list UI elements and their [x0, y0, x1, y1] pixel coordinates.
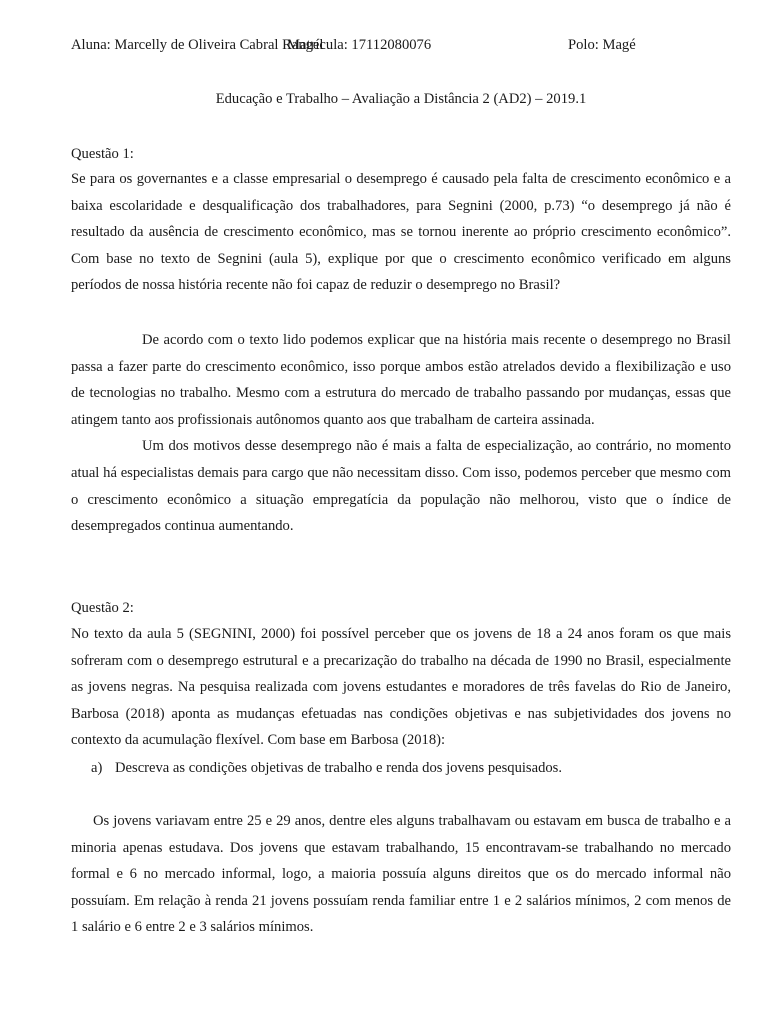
answer-1-paragraph: Um dos motivos desse desemprego não é mais a falta de especialização, ao contrário, no momento atual há especialistas demais para cargo que não necessitam disso. Com isso, podemos perceber que mesmo com o crescimento econômico a situação empregatícia da população não melhorou, visto que o índice de desempregados continua aumentando. [71, 438, 731, 535]
question-2-label [71, 595, 731, 622]
question-2-item-text: Descreva as condições objetivas de trabalho e renda dos jovens pesquisados. [115, 760, 562, 776]
question-1-text: Se para os governantes e a classe empresarial o desemprego é causado pela falta de crescimento econômico e a baixa escolaridade e desqualificação dos trabalhadores, para Segnini (2000, p.73) “o desemprego já não é resultado da ausência de crescimento econômico, mas se tornou inerente ao próprio crescimento econômico”. Com base no texto de Segnini (aula 5), explique por que o crescimento econômico verificado em alguns períodos de nossa história recente não foi capaz de reduzir o desemprego no Brasil? [71, 171, 731, 294]
document-title: Educação e Trabalho – Avaliação a Distância 2 (AD2) – 2019.1 [215, 91, 587, 107]
answer-2 [71, 808, 731, 941]
question-2-item-a [91, 755, 731, 782]
question-2-body [71, 621, 731, 754]
document-header [71, 37, 731, 57]
question-1-body [71, 166, 731, 299]
registration-number: Matrícula: 17112080076 [287, 37, 432, 53]
answer-2-paragraph: Os jovens variavam entre 25 e 29 anos, dentre eles alguns trabalhavam ou estavam em busca de trabalho e a minoria apenas estudava. Dos jovens que estavam trabalhando, 15 encontravam-se trabalhando no mercado formal e 6 no mercado informal, logo, a maioria possuía alguns direitos que os do mercado informal não possuíam. Em relação à renda 21 jovens possuíam renda familiar entre 1 e 2 salários mínimos, 2 com menos de 1 salário e 6 entre 2 e 3 salários mínimos. [71, 813, 731, 936]
answer-1 [71, 327, 731, 540]
student-name: Aluna: Marcelly de Oliveira Cabral Rangel [71, 37, 324, 53]
list-marker: a) [91, 760, 103, 776]
question-2-label-text: Questão 2: [71, 600, 134, 616]
question-2-text: No texto da aula 5 (SEGNINI, 2000) foi possível perceber que os jovens de 18 a 24 anos foram os que mais sofreram com o desemprego estrutural e a precarização do trabalho na década de 1990 no Brasil, especialmente as jovens negras. Na pesquisa realizada com jovens estudantes e moradores de três favelas do Rio de Janeiro, Barbosa (2018) aponta as mudanças efetuadas nas condições objetivas e nas subjetividades dos jovens no contexto da acumulação flexível. Com base em Barbosa (2018): [71, 626, 731, 749]
answer-1-paragraph: De acordo com o texto lido podemos explicar que na história mais recente o desemprego no Brasil passa a fazer parte do crescimento econômico, isso porque ambos estão atrelados devido a flexibilização e uso de tecnologias no trabalho. Mesmo com a estrutura do mercado de trabalho passando por mudanças, essas que atingem tanto aos profissionais autônomos quanto aos que trabalham de carteira assinada. [71, 332, 731, 428]
question-1-label-text: Questão 1: [71, 146, 134, 162]
question-1-label [71, 141, 731, 168]
campus-name: Polo: Magé [568, 37, 636, 53]
